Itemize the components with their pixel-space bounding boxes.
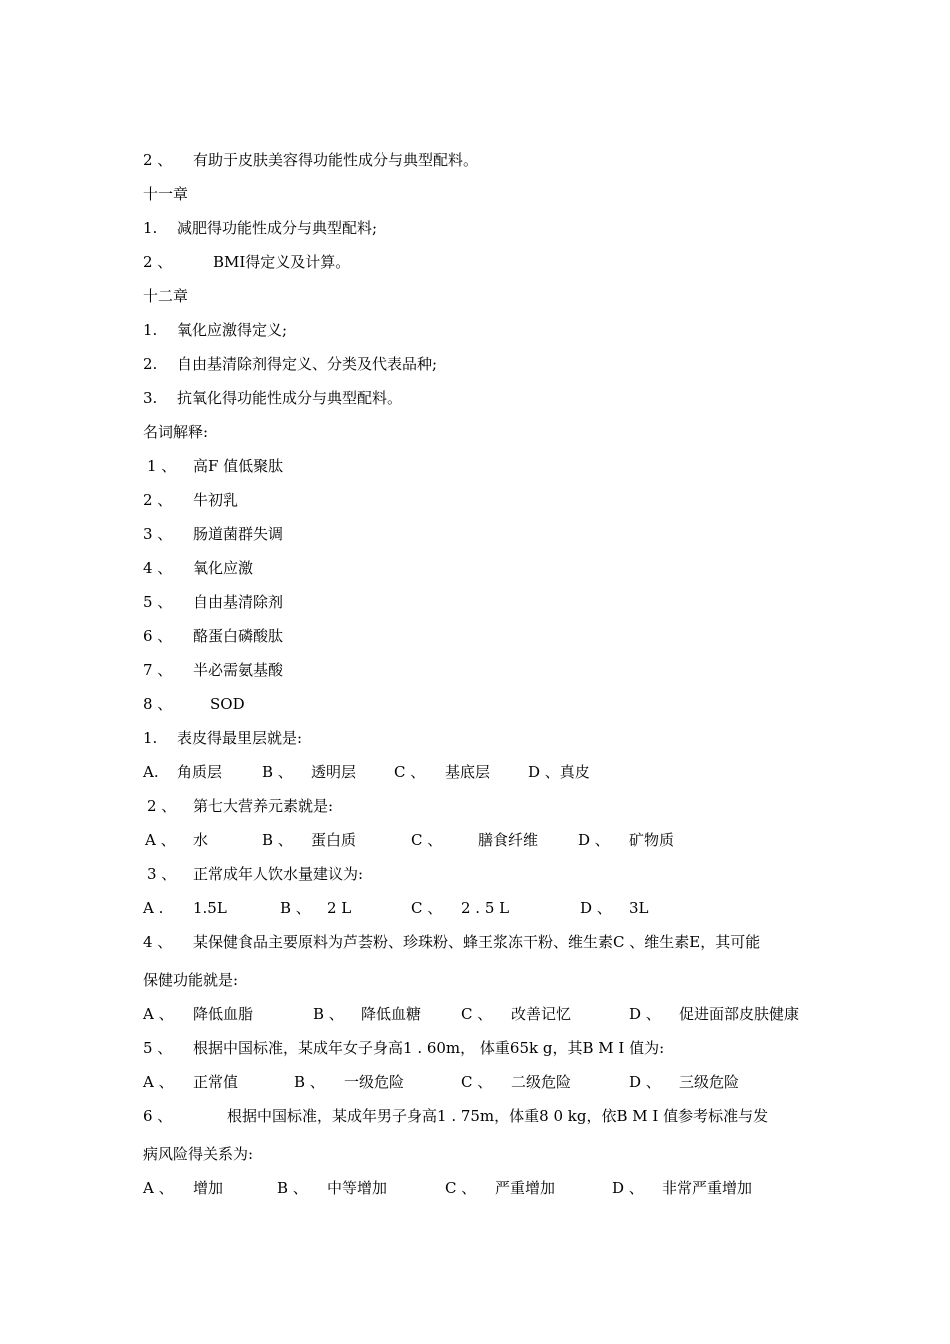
option-text: 基底层 — [445, 763, 491, 781]
item-text: 高F 值低聚肽 — [193, 457, 284, 475]
question-number: 4 、 — [143, 933, 173, 951]
option-text: 正常值 — [193, 1073, 239, 1091]
item-number: 3. — [143, 389, 158, 407]
option-text: 矿物质 — [629, 831, 675, 849]
item-number: 2 、 — [143, 151, 173, 169]
question-text: 保健功能就是: — [143, 971, 239, 989]
option-letter: D 、 — [612, 1179, 644, 1197]
item-number: 1. — [143, 321, 158, 339]
question-text: 第七大营养元素就是: — [193, 797, 334, 815]
option-letter: D 、 — [629, 1073, 661, 1091]
item-text: 氧化应激得定义; — [177, 321, 288, 339]
option-letter: B 、 — [262, 831, 293, 849]
option-letter: B 、 — [262, 763, 293, 781]
question-number: 1. — [143, 729, 158, 747]
item-number: 2. — [143, 355, 158, 373]
item-number: 2 、 — [143, 253, 173, 271]
option-letter: D 、 — [629, 1005, 661, 1023]
item-text: 肠道菌群失调 — [193, 525, 284, 543]
option-letter: B 、 — [294, 1073, 325, 1091]
item-text: SOD — [210, 695, 245, 713]
option-text: 促进面部皮肤健康 — [679, 1005, 800, 1023]
option-letter: A 、 — [143, 1005, 174, 1023]
option-text: 三级危险 — [679, 1073, 740, 1091]
option-text: 膳食纤维 — [478, 831, 539, 849]
option-letter: C 、 — [461, 1073, 493, 1091]
item-text: 酪蛋白磷酸肽 — [193, 627, 284, 645]
option-letter: C 、 — [411, 831, 443, 849]
option-letter: B 、 — [280, 899, 311, 917]
heading-text: 十一章 — [143, 185, 189, 203]
option-text: 改善记忆 — [511, 1005, 572, 1023]
option-letter: A. — [143, 763, 159, 781]
question-number: 2 、 — [147, 797, 177, 815]
item-number: 5 、 — [143, 593, 173, 611]
option-letter: B 、 — [277, 1179, 308, 1197]
option-text: 2 L — [327, 899, 352, 917]
option-letter: C 、 — [394, 763, 426, 781]
item-number: 7 、 — [143, 661, 173, 679]
item-text: 半必需氨基酸 — [193, 661, 284, 679]
item-number: 3 、 — [143, 525, 173, 543]
question-number: 3 、 — [147, 865, 177, 883]
option-letter: A . — [143, 899, 164, 917]
question-text: 正常成年人饮水量建议为: — [193, 865, 364, 883]
option-letter: A 、 — [145, 831, 176, 849]
option-text: 增加 — [193, 1179, 224, 1197]
item-number: 1. — [143, 219, 158, 237]
option-letter: B 、 — [313, 1005, 344, 1023]
option-text: 中等增加 — [327, 1179, 388, 1197]
option-text: 降低血脂 — [193, 1005, 254, 1023]
item-text: 氧化应激 — [193, 559, 254, 577]
item-text: 自由基清除剂 — [193, 593, 284, 611]
option-letter: D 、 — [578, 831, 610, 849]
item-text: BMI得定义及计算。 — [213, 253, 351, 271]
heading-text: 十二章 — [143, 287, 189, 305]
option-letter: C 、 — [445, 1179, 477, 1197]
question-text: 根据中国标准，某成年女子身高1 . 60m， 体重65k g，其B M I 值为: — [193, 1039, 665, 1057]
item-text: 抗氧化得功能性成分与典型配料。 — [177, 389, 403, 407]
question-text: 某保健食品主要原料为芦荟粉、珍珠粉、蜂王浆冻干粉、维生素C 、维生素E，其可能 — [193, 933, 761, 951]
question-number: 6 、 — [143, 1107, 173, 1125]
item-number: 4 、 — [143, 559, 173, 577]
option-letter: C 、 — [461, 1005, 493, 1023]
option-text: 二级危险 — [511, 1073, 572, 1091]
item-text: 牛初乳 — [193, 491, 239, 509]
question-text: 根据中国标准，某成年男子身高1 . 75m，体重8 0 kg，依B M I 值参考标准与发 — [227, 1107, 769, 1125]
item-number: 6 、 — [143, 627, 173, 645]
item-text: 自由基清除剂得定义、分类及代表品种; — [177, 355, 438, 373]
question-text: 病风险得关系为: — [143, 1145, 254, 1163]
heading-text: 名词解释: — [143, 423, 209, 441]
item-text: 有助于皮肤美容得功能性成分与典型配料。 — [193, 151, 479, 169]
option-text: 严重增加 — [495, 1179, 556, 1197]
option-text: 角质层 — [177, 763, 223, 781]
option-text: 2 . 5 L — [461, 899, 510, 917]
option-text: 3L — [629, 899, 649, 917]
option-text: 一级危险 — [344, 1073, 405, 1091]
option-text: 1.5L — [193, 899, 227, 917]
option-text: 透明层 — [311, 763, 357, 781]
item-number: 8 、 — [143, 695, 173, 713]
option-letter: A 、 — [143, 1073, 174, 1091]
item-text: 减肥得功能性成分与典型配料; — [177, 219, 378, 237]
option-text: 水 — [193, 831, 209, 849]
option-letter: C 、 — [411, 899, 443, 917]
option-letter: A 、 — [143, 1179, 174, 1197]
option-letter: D 、 — [580, 899, 612, 917]
option-text: 降低血糖 — [361, 1005, 422, 1023]
item-number: 1 、 — [147, 457, 177, 475]
question-text: 表皮得最里层就是: — [177, 729, 303, 747]
question-number: 5 、 — [143, 1039, 173, 1057]
item-number: 2 、 — [143, 491, 173, 509]
option-text: D 、真皮 — [528, 763, 590, 781]
option-text: 蛋白质 — [311, 831, 357, 849]
option-text: 非常严重增加 — [662, 1179, 753, 1197]
